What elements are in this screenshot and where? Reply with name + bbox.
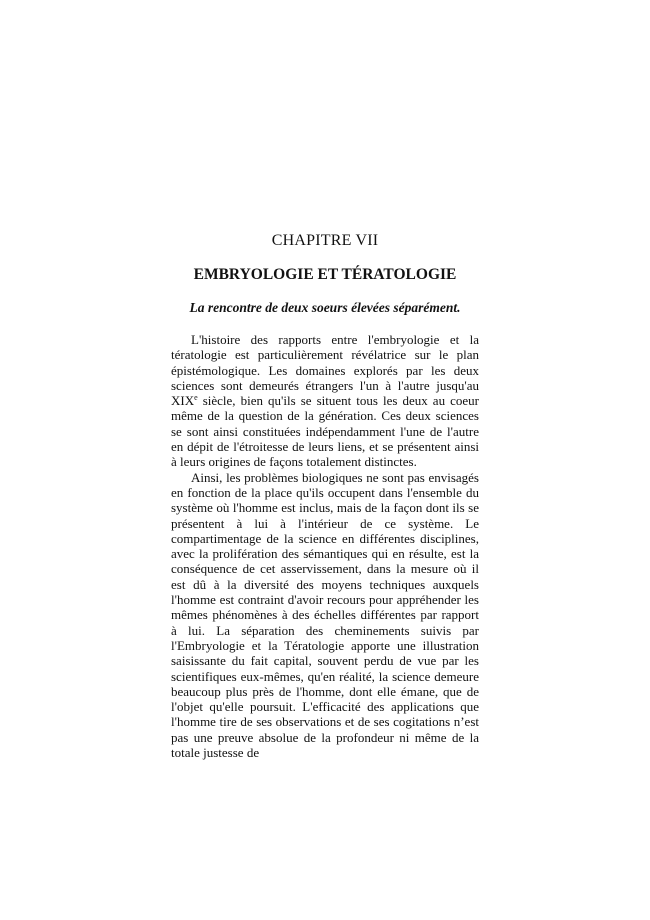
superscript-e: e	[194, 393, 198, 403]
paragraph-1-part-b: siècle, bien qu'ils se situent tous les deux au coeur même de la question de la génération. Ces deux sciences se sont ainsi constituées indépendamment l'une de l'autre en dépit de l'étroitesse de leurs liens, et se présentent ainsi à leurs origines de façons totalement distinctes.	[171, 393, 479, 470]
paragraph-1-part-a: L'histoire des rapports entre l'embryologie et la tératologie est particulièrement révélatrice sur le plan épistémologique. Les domaines explorés par les deux sciences sont demeurés étrangers l'un à l'autre jusqu'au XIX	[171, 332, 479, 409]
body-text	[171, 332, 479, 760]
chapter-title: EMBRYOLOGIE ET TÉRATOLOGIE	[193, 266, 457, 283]
paragraph-2: Ainsi, les problèmes biologiques ne sont pas envisagés en fonction de la place qu'ils occupent dans l'ensemble du système où l'homme est inclus, mais de la façon dont ils se présentent à lui à l'intérieur de ce système. Le compartimentage de la science en différentes disciplines, avec la prolifération des sémantiques qui en résulte, est la conséquence de cet asservissement, dans la mesure où il est dû à la diversité des moyens techniques auxquels l'homme est contraint d'avoir recours pour appréhender les mêmes phénomènes à des échelles différentes par rapport à lui. La séparation des cheminements suivis par l'Embryologie et la Tératologie apporte une illustration saisissante du fait capital, souvent perdu de vue par les scientifiques eux-mêmes, qu'en réalité, la science demeure beaucoup plus près de l'homme, dont elle émane, que de l'objet qu'elle poursuit. L'efficacité des applications que l'homme tire de ses observations et de ses cogitations n’est pas une preuve absolue de la profondeur ni même de la totale justesse de	[171, 469, 479, 761]
chapter-subtitle: La rencontre de deux soeurs élevées séparément.	[189, 300, 461, 315]
paragraph-1	[171, 332, 479, 470]
chapter-number: CHAPITRE VII	[271, 232, 379, 249]
